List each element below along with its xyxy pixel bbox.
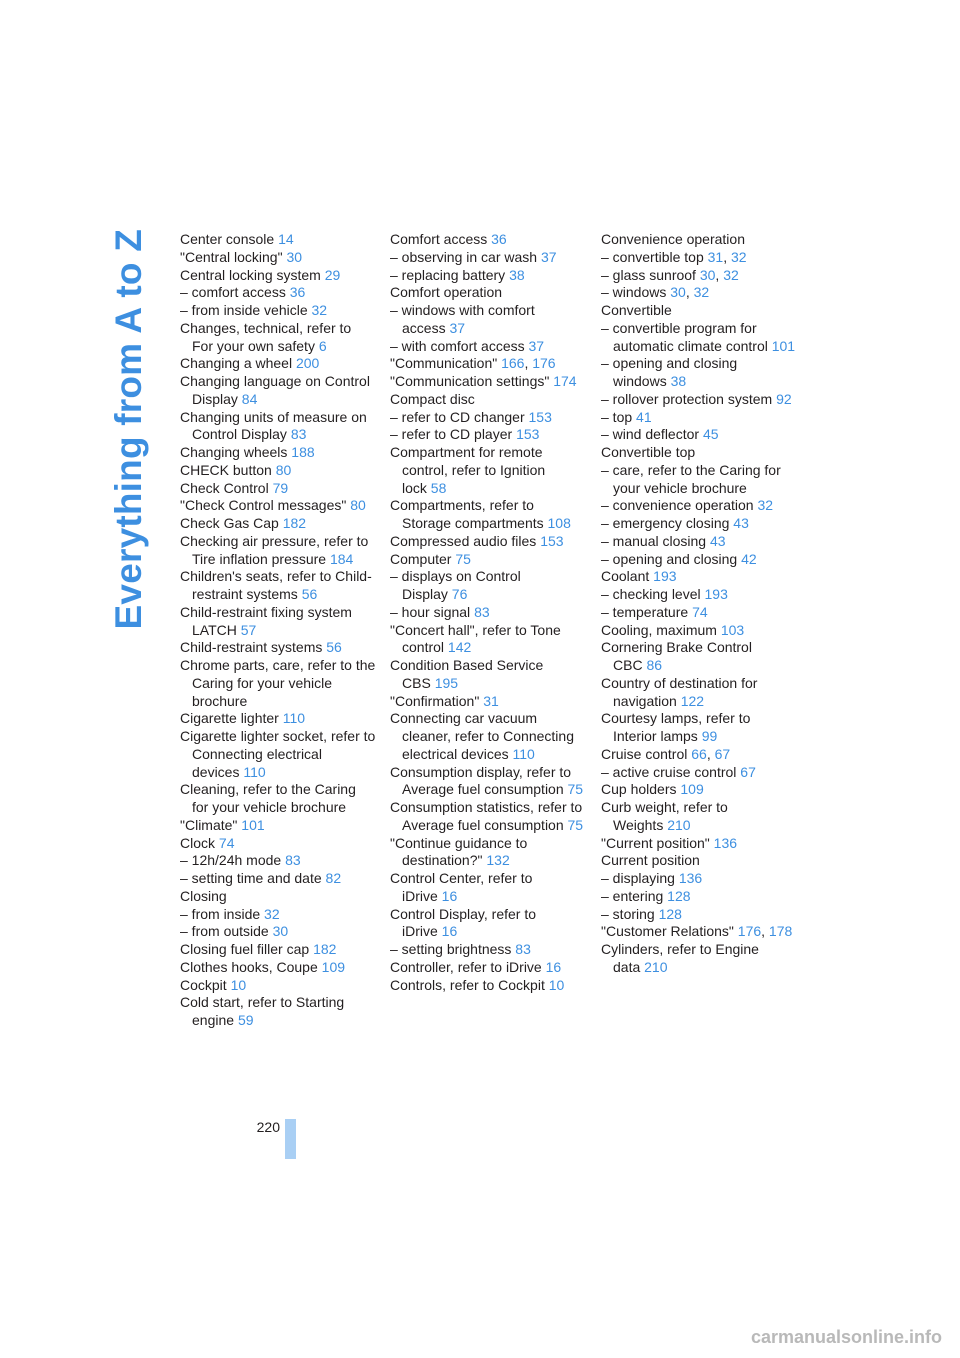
index-entry	[601, 586, 797, 604]
page-link[interactable]: 188	[291, 444, 315, 460]
page-link[interactable]: 10	[230, 976, 247, 993]
index-entry-text: Check Control	[180, 479, 269, 496]
page-link[interactable]: 110	[512, 745, 535, 762]
index-entry	[180, 568, 376, 604]
index-entry-text: Compartment for remote control, refer to Ignition lock	[390, 444, 546, 496]
index-entry	[180, 710, 376, 728]
page-link[interactable]: 32	[264, 905, 280, 922]
index-entry-text: Curb weight, refer to Weights	[601, 799, 728, 833]
page-link[interactable]: 80	[275, 461, 292, 478]
index-entry	[601, 888, 797, 906]
index-entry	[180, 835, 376, 853]
index-entry-text: Central locking system	[180, 266, 321, 283]
page-link[interactable]: 67	[740, 763, 756, 780]
index-entry-text: Changing a wheel	[180, 355, 293, 372]
page-link[interactable]: 67	[714, 745, 731, 762]
page-link[interactable]: 103	[720, 621, 745, 638]
index-entry	[601, 622, 797, 640]
index-entry-text: – displays on Control Display	[390, 568, 521, 602]
index-entry	[601, 764, 797, 782]
index-entry-text: – observing in car wash	[390, 248, 538, 265]
index-entry	[180, 923, 376, 941]
index-entry	[180, 657, 376, 710]
index-entry-text: Cornering Brake Control CBC	[601, 639, 752, 673]
index-entry-text: Cleaning, refer to the Caring for your vehicle brochure	[180, 781, 356, 815]
index-entry	[601, 675, 797, 711]
page-link[interactable]: 193	[704, 586, 728, 602]
index-entry	[390, 391, 586, 409]
page-link[interactable]: 128	[658, 905, 682, 922]
index-entry-text: Controller, refer to iDrive	[390, 958, 542, 975]
page-link[interactable]: 16	[441, 923, 458, 940]
index-entry	[601, 781, 797, 799]
index-entry	[390, 870, 586, 906]
page-link[interactable]: 153	[540, 532, 564, 549]
page-link[interactable]: 210	[667, 816, 691, 833]
index-entry-text: – storing	[601, 905, 655, 922]
page-link[interactable]: 37	[528, 337, 545, 354]
page-link[interactable]: 32	[693, 284, 710, 301]
index-entry	[390, 426, 586, 444]
index-entry-text: Computer	[390, 550, 452, 567]
index-entry: – glass sunroof 30, 32	[601, 266, 739, 283]
index-entry	[180, 852, 376, 870]
index-entry-text: – glass sunroof	[601, 266, 696, 283]
index-entry-text: Compact disc	[390, 390, 475, 407]
index-entry-text: "Communication settings"	[390, 373, 550, 389]
index-entry	[390, 604, 586, 622]
index-entry	[601, 604, 797, 622]
page-link[interactable]: 92	[776, 390, 792, 407]
page-link[interactable]: 14	[278, 231, 294, 247]
index-entry	[601, 462, 797, 498]
index-entry-text: Chrome parts, care, refer to the Caring for your vehicle brochure	[180, 657, 376, 709]
page-link[interactable]: 59	[237, 1012, 254, 1028]
index-entry: Cruise control 66, 67	[601, 745, 731, 762]
page-link[interactable]: 182	[282, 515, 307, 531]
page-link[interactable]: 75	[567, 781, 584, 798]
page-link[interactable]: 38	[509, 266, 525, 283]
index-entry-text: – comfort access	[180, 284, 286, 301]
index-entry: "Communication" 166, 176	[390, 355, 556, 372]
index-entry: – convertible top 31, 32	[601, 248, 747, 265]
index-entry-text: "Customer Relations"	[601, 923, 734, 940]
index-entry	[601, 409, 797, 427]
index-entry-text: "Confirmation"	[390, 692, 480, 709]
page-link[interactable]: 10	[548, 976, 565, 993]
page-link[interactable]: 56	[301, 586, 318, 602]
index-entry	[390, 551, 586, 569]
index-entry-text: – displaying	[601, 870, 675, 886]
index-entry-text: – from inside vehicle	[180, 302, 308, 318]
page-link[interactable]: 83	[290, 426, 307, 443]
index-entry	[180, 231, 376, 249]
index-entry	[180, 373, 376, 409]
index-entry-text: Center console	[180, 231, 275, 247]
page-link[interactable]: 80	[350, 497, 366, 514]
index-entry-text: Cigarette lighter socket, refer to Connecting electrical devices	[180, 728, 376, 780]
index-entry	[390, 533, 586, 551]
index-entry-text: Connecting car vacuum cleaner, refer to Connecting electrical devices	[390, 710, 574, 762]
index-entry	[180, 267, 376, 285]
index-entry	[601, 639, 797, 675]
index-entry-text: Controls, refer to Cockpit	[390, 976, 545, 993]
page-link[interactable]: 74	[218, 834, 235, 851]
index-entry-text: Child-restraint fixing system LATCH	[180, 603, 352, 638]
index-entry	[601, 391, 797, 409]
index-entry	[180, 781, 376, 817]
index-entry-text: Courtesy lamps, refer to Interior lamps	[601, 710, 751, 744]
page-link[interactable]: 174	[553, 373, 577, 389]
index-entry-text: – temperature	[601, 603, 689, 620]
index-entry	[390, 835, 586, 871]
page-link[interactable]: 86	[646, 657, 663, 673]
index-entry-text: – rollover protection system	[601, 390, 773, 407]
index-entry-text: Convenience operation	[601, 231, 745, 247]
page-link[interactable]: 16	[545, 958, 562, 975]
index-entry-text: "Current position"	[601, 834, 710, 851]
index-entry	[390, 497, 586, 533]
page-link[interactable]: 32	[311, 302, 328, 318]
index-entry-text: Changing language on Control Display	[180, 373, 370, 407]
index-entry	[180, 284, 376, 302]
index-entry	[180, 604, 376, 640]
index-entry-text: Cruise control	[601, 745, 688, 762]
index-entry-text: – care, refer to the Caring for your vehicle brochure	[601, 461, 781, 496]
index-entry	[180, 302, 376, 320]
index-column-2	[390, 231, 586, 994]
index-entry	[180, 497, 376, 515]
index-entry-text: – setting time and date	[180, 870, 322, 886]
index-entry-text: Closing fuel filler cap	[180, 941, 310, 957]
index-entry	[390, 231, 586, 249]
index-entry	[601, 852, 797, 870]
index-entry	[601, 302, 797, 320]
page-link[interactable]: 57	[240, 621, 257, 638]
index-entry	[601, 870, 797, 888]
index-entry-text: Check Gas Cap	[180, 515, 279, 531]
index-entry	[390, 302, 586, 338]
page-link[interactable]: 74	[692, 603, 708, 620]
page-link[interactable]: 83	[515, 941, 531, 957]
index-entry-text: Cooling, maximum	[601, 621, 717, 638]
page-link[interactable]: 36	[491, 231, 507, 247]
page-link[interactable]: 109	[321, 958, 346, 975]
index-entry	[390, 764, 586, 800]
page-link[interactable]: 43	[709, 532, 726, 549]
index-entry-text: Children's seats, refer to Child-restraint systems	[180, 568, 372, 602]
page-link[interactable]: 142	[447, 639, 472, 656]
index-entry-text: Convertible	[601, 302, 672, 318]
index-entry	[601, 444, 797, 462]
page-link[interactable]: 200	[295, 355, 320, 372]
page-link[interactable]: 110	[282, 710, 306, 727]
index-entry	[180, 906, 376, 924]
index-entry-text: – manual closing	[601, 532, 707, 549]
index-entry	[601, 320, 797, 356]
index-entry	[180, 888, 376, 906]
page-link[interactable]: 42	[741, 550, 757, 567]
index-entry	[390, 284, 586, 302]
page-link[interactable]: 109	[680, 781, 704, 798]
page-link[interactable]: 101	[771, 337, 796, 354]
index-entry-text: – emergency closing	[601, 515, 730, 531]
index-entry-text: – windows with comfort access	[390, 302, 535, 336]
index-entry	[601, 906, 797, 924]
index-entry	[601, 355, 797, 391]
page-link[interactable]: 29	[324, 266, 341, 283]
index-entry-text: Closing	[180, 887, 227, 904]
index-entry	[601, 799, 797, 835]
index-entry-text: "Communication"	[390, 355, 498, 372]
page-link[interactable]: 101	[241, 816, 265, 833]
index-entry	[390, 941, 586, 959]
page-link[interactable]: 66	[691, 745, 707, 762]
index-entry-text: – refer to CD changer	[390, 408, 525, 425]
index-entry: – windows 30, 32	[601, 284, 710, 301]
page-link[interactable]: 43	[733, 515, 749, 531]
index-entry	[390, 906, 586, 942]
page-link[interactable]: 76	[451, 586, 468, 602]
index-entry-text: Changes, technical, refer to For your own safety	[180, 319, 352, 354]
index-entry-text: – hour signal	[390, 603, 471, 620]
index-entry	[601, 426, 797, 444]
index-entry-text: Control Display, refer to iDrive	[390, 905, 537, 940]
index-entry-text: – active cruise control	[601, 763, 737, 780]
index-entry	[180, 355, 376, 373]
index-entry-text: Control Center, refer to iDrive	[390, 870, 533, 904]
page-link[interactable]: 82	[325, 870, 342, 886]
page-link[interactable]: 184	[329, 550, 354, 567]
index-entry-text: "Climate"	[180, 816, 238, 833]
page-link[interactable]: 182	[313, 941, 337, 957]
page-link[interactable]: 178	[768, 923, 793, 940]
page-link[interactable]: 30	[272, 923, 289, 940]
index-entry	[180, 941, 376, 959]
page-link[interactable]: 195	[434, 674, 459, 691]
index-entry-text: Cup holders	[601, 781, 677, 798]
index-entry	[180, 480, 376, 498]
page-link[interactable]: 176	[532, 355, 556, 372]
index-entry-text: – entering	[601, 887, 664, 904]
index-entry-text: Clothes hooks, Coupe	[180, 958, 318, 975]
index-entry	[180, 462, 376, 480]
index-entry-text: Current position	[601, 852, 700, 869]
index-entry	[180, 994, 376, 1030]
index-entry	[180, 533, 376, 569]
index-entry-text: – top	[601, 408, 633, 425]
index-entry	[390, 693, 586, 711]
index-entry-text: CHECK button	[180, 461, 272, 478]
page-link[interactable]: 37	[540, 248, 557, 265]
index-entry-text: – convertible top	[601, 248, 704, 265]
page-link[interactable]: 30	[286, 248, 303, 265]
index-entry	[601, 515, 797, 533]
page-link[interactable]: 210	[644, 958, 668, 975]
page-link[interactable]: 193	[653, 568, 677, 585]
index-entry-text: Consumption display, refer to Average fuel consumption	[390, 763, 572, 798]
index-entry	[601, 941, 797, 977]
page-link[interactable]: 58	[430, 479, 447, 496]
page-link[interactable]: 79	[272, 479, 289, 496]
page-link[interactable]: 75	[567, 816, 584, 833]
index-entry	[601, 551, 797, 569]
index-entry-text: – opening and closing windows	[601, 355, 738, 389]
page-link[interactable]: 31	[483, 692, 499, 709]
page-link[interactable]: 41	[636, 408, 652, 425]
index-entry	[390, 409, 586, 427]
page-link[interactable]: 99	[701, 728, 718, 744]
index-entry	[390, 622, 586, 658]
index-entry-text: Country of destination for navigation	[601, 674, 758, 709]
index-entry	[390, 657, 586, 693]
index-entry	[180, 817, 376, 835]
index-entry	[180, 870, 376, 888]
index-entry-text: – checking level	[601, 586, 701, 602]
index-entry-text: – with comfort access	[390, 337, 525, 354]
index-entry-text: Clock	[180, 834, 216, 851]
index-entry-text: – convertible program for automatic climate control	[601, 319, 768, 354]
index-entry	[390, 249, 586, 267]
page-link[interactable]: 136	[713, 834, 738, 851]
index-entry-text: Condition Based Service CBS	[390, 657, 544, 691]
index-entry-text: – opening and closing	[601, 550, 738, 567]
index-entry	[180, 409, 376, 445]
index-entry	[390, 267, 586, 285]
index-entry-text: – 12h/24h mode	[180, 852, 282, 869]
index-entry-text: Changing wheels	[180, 444, 288, 460]
index-entry	[601, 568, 797, 586]
page-link[interactable]: 132	[486, 852, 510, 869]
page-link[interactable]: 56	[326, 639, 342, 656]
index-entry-text: Consumption statistics, refer to Average fuel consumption	[390, 799, 583, 833]
page-link[interactable]: 16	[441, 887, 458, 904]
page-link[interactable]: 30	[670, 284, 686, 301]
index-entry-text: – from inside	[180, 905, 261, 922]
page-link[interactable]: 31	[707, 248, 724, 265]
page-link[interactable]: 166	[501, 355, 525, 372]
section-title: Everything from A to Z	[108, 229, 149, 630]
index-entry	[180, 977, 376, 995]
page-link[interactable]: 176	[737, 923, 762, 940]
index-entry	[390, 959, 586, 977]
page-link[interactable]: 6	[318, 337, 327, 354]
page-link[interactable]: 45	[702, 426, 719, 443]
index-entry-text: Comfort operation	[390, 284, 503, 301]
index-entry	[390, 799, 586, 835]
page-link[interactable]: 122	[680, 692, 705, 709]
index-entry-text: Checking air pressure, refer to Tire inflation pressure	[180, 532, 369, 567]
page-link[interactable]: 110	[243, 763, 266, 780]
index-entry-text: Changing units of measure on Control Display	[180, 408, 367, 443]
page-link[interactable]: 32	[757, 497, 774, 514]
page-link[interactable]: 83	[474, 603, 490, 620]
index-column-3	[601, 231, 797, 977]
page-link[interactable]: 108	[547, 515, 571, 531]
index-entry	[390, 977, 586, 995]
page-link[interactable]: 153	[528, 408, 552, 425]
page-link[interactable]: 30	[699, 266, 716, 283]
index-entry	[180, 728, 376, 781]
index-entry-text: "Concert hall", refer to Tone control	[390, 621, 561, 656]
index-entry-text: – replacing battery	[390, 266, 506, 283]
page-link[interactable]: 38	[670, 373, 687, 389]
watermark: carmanualsonline.info	[750, 1327, 942, 1347]
index-entry	[390, 338, 586, 356]
page-link[interactable]: 136	[678, 870, 703, 886]
index-entry-text: – wind deflector	[601, 426, 700, 443]
index-column-1	[180, 231, 376, 1030]
index-entry-text: Child-restraint systems	[180, 639, 323, 656]
index-entry	[601, 835, 797, 853]
page-link[interactable]: 32	[730, 248, 747, 265]
page-link[interactable]: 128	[667, 887, 691, 904]
index-entry-text: "Continue guidance to destination?"	[390, 834, 528, 869]
index-entry-text: Cold start, refer to Starting engine	[180, 994, 345, 1028]
index-entry-text: Coolant	[601, 568, 650, 585]
index-entry-text: Cylinders, refer to Engine data	[601, 941, 759, 975]
index-entry	[390, 568, 586, 604]
page-link[interactable]: 37	[449, 319, 466, 336]
index-entry	[601, 533, 797, 551]
index-entry	[180, 444, 376, 462]
index-entry-text: Cigarette lighter	[180, 710, 279, 727]
page-link[interactable]: 83	[285, 852, 301, 869]
index-entry-text: – convenience operation	[601, 497, 754, 514]
index-entry	[390, 373, 586, 391]
index-entry	[601, 710, 797, 746]
page-link[interactable]: 75	[455, 550, 471, 567]
index-entry-text: – setting brightness	[390, 941, 512, 957]
index-entry-text: – windows	[601, 284, 667, 301]
index-entry-text: – from outside	[180, 923, 269, 940]
index-entry-text: Convertible top	[601, 444, 696, 460]
index-entry	[180, 639, 376, 657]
page-number: 220	[256, 1119, 280, 1135]
page-marker-bar	[285, 1119, 296, 1159]
index-entry-text: "Central locking"	[180, 248, 283, 265]
index-entry	[180, 249, 376, 267]
page-link[interactable]: 36	[289, 284, 306, 301]
index-entry	[180, 320, 376, 356]
page-link[interactable]: 84	[241, 390, 258, 407]
index-entry	[180, 515, 376, 533]
index-entry-text: Compartments, refer to Storage compartments	[390, 497, 544, 531]
index-entry-text: Comfort access	[390, 231, 488, 247]
index-entry: "Customer Relations" 176, 178	[601, 923, 793, 940]
index-entry-text: Compressed audio files	[390, 532, 537, 549]
index-entry	[390, 710, 586, 763]
page-link[interactable]: 153	[516, 426, 540, 443]
index-entry-text: "Check Control messages"	[180, 497, 347, 514]
page-link[interactable]: 32	[723, 266, 739, 283]
index-entry-text: Cockpit	[180, 976, 227, 993]
index-entry	[390, 444, 586, 497]
index-entry	[601, 497, 797, 515]
index-entry	[601, 231, 797, 249]
index-entry	[180, 959, 376, 977]
index-entry-text: – refer to CD player	[390, 426, 513, 443]
